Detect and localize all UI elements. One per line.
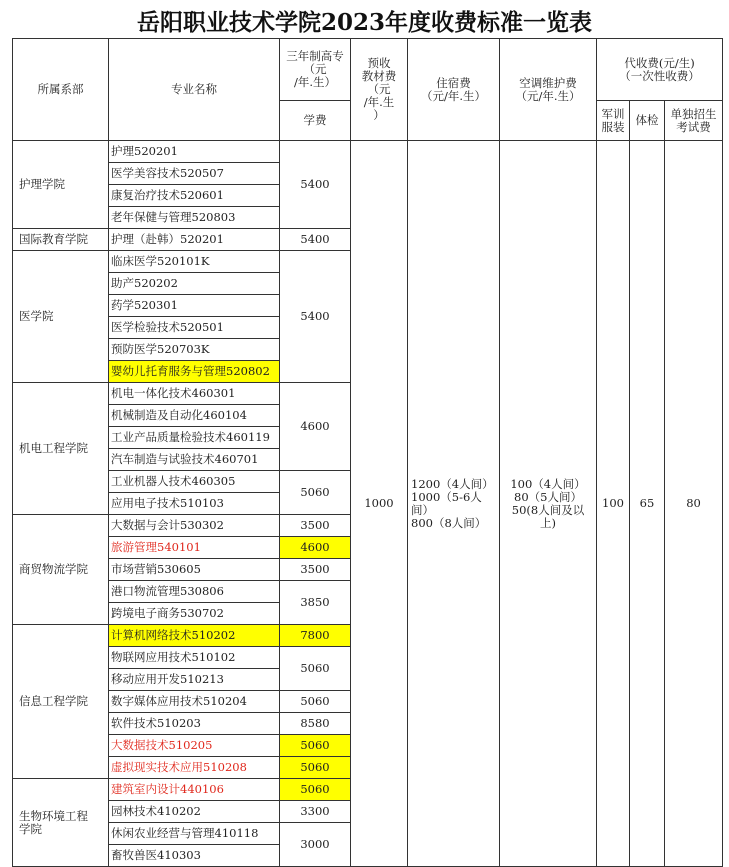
header-tuition: 学费 (280, 101, 351, 141)
tuition-cell: 5400 (280, 251, 351, 383)
major-name: 移动应用开发510213 (109, 669, 280, 691)
department-cell: 机电工程学院 (13, 383, 109, 515)
header-department: 所属系部 (13, 39, 109, 141)
ac-fee-cell: 100（4人间） 80（5人间） 50(8人间及以 上) (500, 141, 597, 867)
tuition-cell-highlighted: 4600 (280, 537, 351, 559)
major-name: 大数据与会计530302 (109, 515, 280, 537)
major-name: 医学美容技术520507 (109, 163, 280, 185)
major-name-highlighted: 计算机网络技术510202 (109, 625, 280, 647)
major-name: 助产520202 (109, 273, 280, 295)
major-name: 工业产品质量检验技术460119 (109, 427, 280, 449)
major-name: 老年保健与管理520803 (109, 207, 280, 229)
major-name-new: 建筑室内设计440106 (109, 779, 280, 801)
tuition-cell: 3000 (280, 823, 351, 867)
major-name: 护理（赴韩）520201 (109, 229, 280, 251)
header-exam-fee: 单独招生 考试费 (665, 101, 723, 141)
major-name: 园林技术410202 (109, 801, 280, 823)
major-name: 汽车制造与试验技术460701 (109, 449, 280, 471)
header-major: 专业名称 (109, 39, 280, 141)
major-name: 畜牧兽医410303 (109, 845, 280, 867)
major-name: 休闲农业经营与管理410118 (109, 823, 280, 845)
physical-fee-cell: 65 (630, 141, 665, 867)
department-cell: 国际教育学院 (13, 229, 109, 251)
header-lodging-fee: 住宿费 （元/年.生） (408, 39, 500, 141)
header-ac-fee: 空调维护费 （元/年.生） (500, 39, 597, 141)
major-name: 市场营销530605 (109, 559, 280, 581)
major-name: 护理520201 (109, 141, 280, 163)
major-name: 康复治疗技术520601 (109, 185, 280, 207)
header-textbook-fee: 预收 教材费 （元 /年.生 ） (351, 39, 408, 141)
major-name: 物联网应用技术510102 (109, 647, 280, 669)
tuition-cell-highlighted: 7800 (280, 625, 351, 647)
tuition-cell: 3500 (280, 559, 351, 581)
tuition-cell-highlighted: 5060 (280, 735, 351, 757)
header-military-uniform: 军训 服装 (597, 101, 630, 141)
major-name: 工业机器人技术460305 (109, 471, 280, 493)
tuition-cell: 3850 (280, 581, 351, 625)
major-name-highlighted: 婴幼儿托育服务与管理520802 (109, 361, 280, 383)
tuition-cell: 5400 (280, 229, 351, 251)
major-name: 港口物流管理530806 (109, 581, 280, 603)
fee-table (12, 38, 723, 867)
tuition-cell: 5060 (280, 691, 351, 713)
major-name: 机电一体化技术460301 (109, 383, 280, 405)
tuition-cell-highlighted: 5060 (280, 779, 351, 801)
tuition-cell: 5060 (280, 647, 351, 691)
tuition-cell: 4600 (280, 383, 351, 471)
tuition-cell: 8580 (280, 713, 351, 735)
page-title: 岳阳职业技术学院2023年度收费标准一览表 (136, 9, 592, 36)
department-cell: 护理学院 (13, 141, 109, 229)
major-name-new: 旅游管理540101 (109, 537, 280, 559)
department-cell: 信息工程学院 (13, 625, 109, 779)
header-tuition-group: 三年制高专 （元 /年.生） (280, 39, 351, 101)
tuition-cell: 5060 (280, 471, 351, 515)
exam-fee-cell: 80 (665, 141, 723, 867)
major-name-new: 大数据技术510205 (109, 735, 280, 757)
department-cell: 生物环境工程 学院 (13, 779, 109, 867)
tuition-cell: 5400 (280, 141, 351, 229)
major-name-new: 虚拟现实技术应用510208 (109, 757, 280, 779)
major-name: 临床医学520101K (109, 251, 280, 273)
department-cell: 商贸物流学院 (13, 515, 109, 625)
major-name: 应用电子技术510103 (109, 493, 280, 515)
major-name: 软件技术510203 (109, 713, 280, 735)
header-physical-exam: 体检 (630, 101, 665, 141)
textbook-fee-cell: 1000 (351, 141, 408, 867)
tuition-cell-highlighted: 5060 (280, 757, 351, 779)
major-name: 医学检验技术520501 (109, 317, 280, 339)
tuition-cell: 3500 (280, 515, 351, 537)
major-name: 药学520301 (109, 295, 280, 317)
major-name: 预防医学520703K (109, 339, 280, 361)
major-name: 机械制造及自动化460104 (109, 405, 280, 427)
department-cell: 医学院 (13, 251, 109, 383)
tuition-cell: 3300 (280, 801, 351, 823)
major-name: 跨境电子商务530702 (109, 603, 280, 625)
military-fee-cell: 100 (597, 141, 630, 867)
lodging-fee-cell: 1200（4人间） 1000（5-6人 间） 800（8人间） (408, 141, 500, 867)
header-agency-fee: 代收费(元/生) （一次性收费） (597, 39, 723, 101)
major-name: 数字媒体应用技术510204 (109, 691, 280, 713)
